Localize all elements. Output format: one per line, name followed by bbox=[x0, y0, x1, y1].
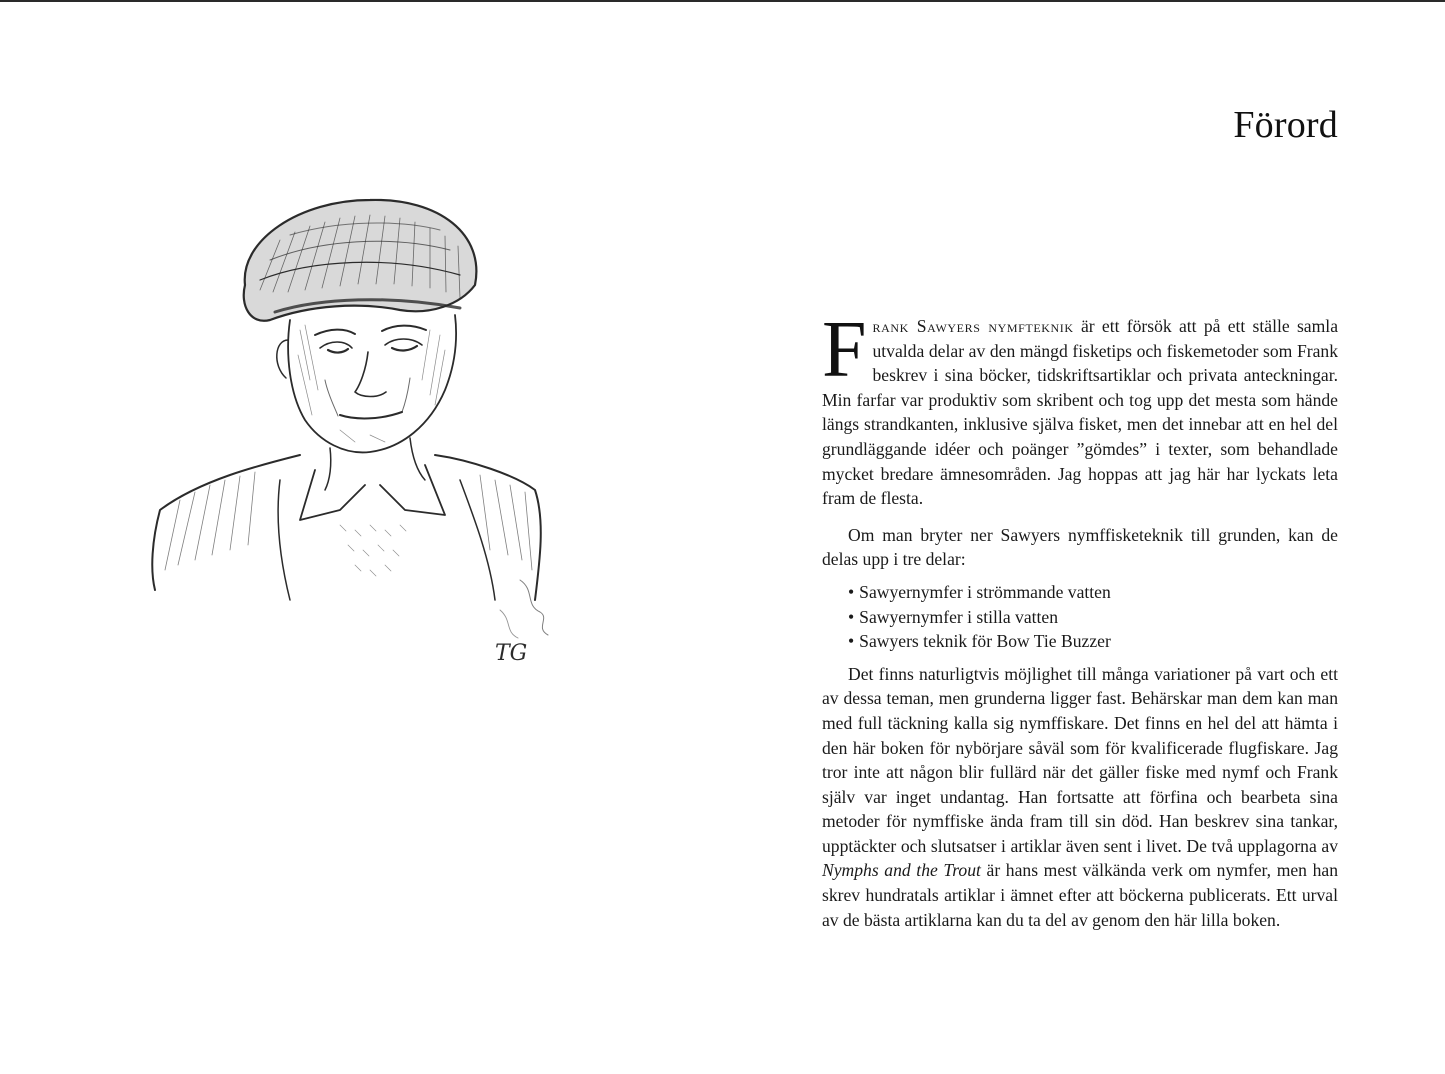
list-item-text: Sawyernymfer i stilla vatten bbox=[859, 606, 1059, 627]
list-item bbox=[848, 580, 1338, 605]
paragraph-breakdown: Om man bryter ner Sawyers nymffisketeknik till grunden, kan de delas upp i tre delar: bbox=[822, 524, 1338, 570]
list-item bbox=[848, 629, 1338, 654]
technique-list bbox=[848, 580, 1338, 654]
paragraph-intro-text: är ett försök att på ett ställe samla utvalda delar av den mängd fisketips och fiskemetoder som Frank beskrev i sina böcker, tidskriftsartiklar och privata anteckningar. Min farfar var produktiv som skribent och tog upp det mesta som hände längs strandkanten, inklusive själva fisket, men det innebar att en hel del grundläggande idéer och poänger ”gömdes” i texter, som behandlade mycket bredare ämnesområden. Jag hoppas att jag här har lyckats leta fram de flesta. bbox=[822, 316, 1338, 509]
list-item-text: Sawyers teknik för Bow Tie Buzzer bbox=[859, 631, 1111, 652]
paragraph-intro bbox=[822, 306, 1338, 511]
paragraph-conclusion bbox=[822, 662, 1338, 933]
body-text bbox=[822, 306, 1338, 932]
book-title: Nymphs and the Trout bbox=[822, 860, 981, 881]
chapter-title: Förord bbox=[1233, 104, 1338, 146]
artist-signature: TG bbox=[495, 641, 528, 666]
paragraph-conclusion-text-end: är hans mest välkända verk om nymfer, men han skrev hundratals artiklar i ämnet efter att böckerna publicerats. Ett urval av de bästa artiklarna kan du ta del av genom den här lilla boken. bbox=[822, 860, 1338, 930]
portrait-sketch bbox=[140, 180, 580, 690]
list-item bbox=[848, 605, 1338, 630]
list-item-text: Sawyernymfer i strömmande vatten bbox=[859, 581, 1111, 602]
portrait-illustration bbox=[140, 180, 580, 690]
bullet-icon: • bbox=[848, 631, 855, 652]
bullet-icon: • bbox=[848, 581, 855, 602]
small-caps-lead: rank Sawyers nymfteknik bbox=[872, 316, 1074, 336]
bullet-icon: • bbox=[848, 606, 855, 627]
paragraph-conclusion-text-start: Det finns naturligtvis möjlighet till många variationer på vart och ett av dessa teman, men grunderna ligger fast. Behärskar man dem kan man med full täckning kalla sig nymffiskare. Det finns en hel del att hämta i den här boken för nybörjare såväl som för kvalificerade flugfiskare. Jag tror inte att någon blir fullärd när det gäller fiske med nymf och Frank själv var inget undantag. Han fortsatte att förfina och bearbeta sina metoder för nymffiske ända fram till sin död. Han beskrev sina tankar, upptäckter och slutsatser i artiklar även sent i livet. De två upplagorna av bbox=[822, 663, 1338, 856]
drop-cap: F bbox=[822, 306, 867, 394]
